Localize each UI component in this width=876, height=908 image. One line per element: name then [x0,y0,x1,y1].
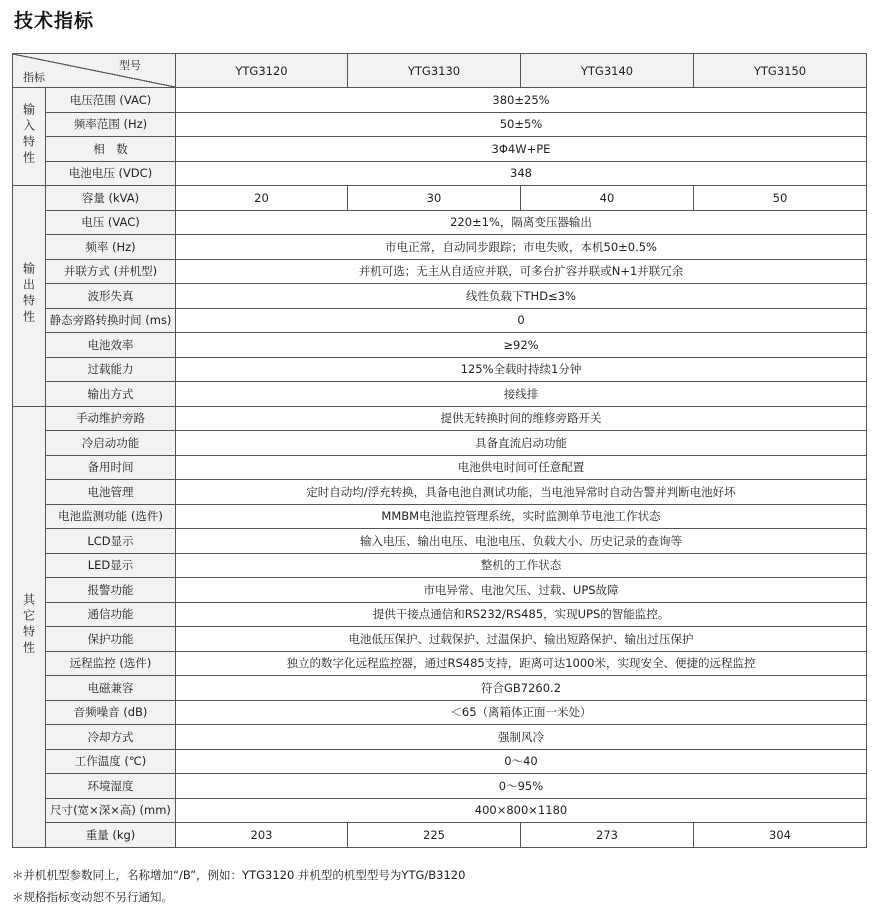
row-label: 电池效率 [46,333,176,358]
row-label: 输出方式 [46,382,176,407]
row-label: LED显示 [46,553,176,578]
table-row [13,774,867,799]
row-label: 报警功能 [46,578,176,603]
row-value: 强制风冷 [176,725,867,750]
table-row [13,406,867,431]
row-value: 具备直流启动功能 [176,431,867,456]
corner-spec-label: 指标 [23,71,45,84]
corner-model-label: 型号 [119,59,141,72]
row-label: 并联方式 (并机型) [46,259,176,284]
row-value: 并机可选；无主从自适应并联，可多台扩容并联或N+1并联冗余 [176,259,867,284]
row-label: 电池监测功能 (选件) [46,504,176,529]
row-label: 环境湿度 [46,774,176,799]
table-row [13,823,867,848]
table-row [13,357,867,382]
row-value: 0 [176,308,867,333]
table-row [13,235,867,260]
row-value: 0～95% [176,774,867,799]
row-value: 市电正常，自动同步跟踪；市电失败，本机50±0.5% [176,235,867,260]
table-row [13,455,867,480]
row-value: 273 [521,823,694,848]
table-row [13,700,867,725]
row-value: 符合GB7260.2 [176,676,867,701]
row-value: 整机的工作状态 [176,553,867,578]
row-label: 备用时间 [46,455,176,480]
row-label: 工作温度 (℃) [46,749,176,774]
row-label: 电压 (VAC) [46,210,176,235]
footnotes [12,864,465,908]
row-value: 50±5% [176,112,867,137]
table-row [13,431,867,456]
row-label: 电磁兼容 [46,676,176,701]
row-label: 保护功能 [46,627,176,652]
row-label: 手动维护旁路 [46,406,176,431]
row-value: MMBM电池监控管理系统，实时监测单节电池工作状态 [176,504,867,529]
model-header: YTG3130 [348,54,521,88]
table-row [13,259,867,284]
row-label: 尺寸(宽×深×高) (mm) [46,798,176,823]
row-value: 400×800×1180 [176,798,867,823]
row-value: 203 [176,823,348,848]
row-value: 提供无转换时间的维修旁路开关 [176,406,867,431]
table-row [13,112,867,137]
row-value: 348 [176,161,867,186]
model-header: YTG3140 [521,54,694,88]
table-row [13,725,867,750]
row-value: 定时自动均/浮充转换，具备电池自测试功能，当电池异常时自动告警并判断电池好坏 [176,480,867,505]
table-row [13,651,867,676]
row-value: 40 [521,186,694,211]
table-row [13,186,867,211]
spec-table [12,53,867,848]
table-row [13,749,867,774]
row-label: 相 数 [46,137,176,162]
row-label: 频率 (Hz) [46,235,176,260]
table-row [13,529,867,554]
row-label: LCD显示 [46,529,176,554]
row-value: 独立的数字化远程监控器，通过RS485支持，距离可达1000米，实现安全、便捷的远程监控 [176,651,867,676]
table-row [13,480,867,505]
row-label: 重量 (kg) [46,823,176,848]
row-value: 3Φ4W+PE [176,137,867,162]
table-row [13,284,867,309]
table-row [13,161,867,186]
table-row [13,578,867,603]
row-label: 冷却方式 [46,725,176,750]
table-row [13,382,867,407]
row-value: 50 [694,186,867,211]
row-value: 304 [694,823,867,848]
row-value: 0～40 [176,749,867,774]
row-value: 电池低压保护、过载保护、过温保护、输出短路保护、输出过压保护 [176,627,867,652]
row-value: 380±25% [176,88,867,113]
table-row [13,504,867,529]
row-value: 125%全载时持续1分钟 [176,357,867,382]
row-value: ≥92% [176,333,867,358]
corner-cell [13,54,176,88]
row-label: 远程监控 (选件) [46,651,176,676]
row-value: 30 [348,186,521,211]
table-row [13,627,867,652]
row-value: 线性负载下THD≤3% [176,284,867,309]
row-label: 波形失真 [46,284,176,309]
group-output: 输出特性 [13,186,46,407]
model-header: YTG3150 [694,54,867,88]
row-value: 接线排 [176,382,867,407]
model-header: YTG3120 [176,54,348,88]
table-row [13,553,867,578]
row-value: 输入电压、输出电压、电池电压、负载大小、历史记录的查询等 [176,529,867,554]
page-title: 技术指标 [14,10,95,32]
footnote: ＊规格指标变动恕不另行通知。 [12,890,173,904]
row-value: 电池供电时间可任意配置 [176,455,867,480]
row-label: 电池管理 [46,480,176,505]
row-label: 冷启动功能 [46,431,176,456]
row-value: 225 [348,823,521,848]
table-row [13,88,867,113]
table-row [13,308,867,333]
row-label: 电压范围 (VAC) [46,88,176,113]
row-label: 静态旁路转换时间 (ms) [46,308,176,333]
row-value: 市电异常、电池欠压、过载、UPS故障 [176,578,867,603]
row-value: ＜65（离箱体正面一米处） [176,700,867,725]
header-row [13,54,867,88]
group-other: 其它特性 [13,406,46,847]
table-row [13,333,867,358]
table-row [13,602,867,627]
row-label: 容量 (kVA) [46,186,176,211]
row-value: 20 [176,186,348,211]
row-label: 通信功能 [46,602,176,627]
footnote: ＊并机机型参数同上，名称增加“/B”，例如：YTG3120 并机型的机型型号为YTG/B3120 [12,868,466,882]
row-value: 220±1%，隔离变压器输出 [176,210,867,235]
table-row [13,798,867,823]
table-row [13,210,867,235]
row-label: 音频噪音 (dB) [46,700,176,725]
row-label: 电池电压 (VDC) [46,161,176,186]
table-row [13,137,867,162]
group-input: 输入特性 [13,88,46,186]
table-row [13,676,867,701]
row-label: 过载能力 [46,357,176,382]
row-value: 提供干接点通信和RS232/RS485，实现UPS的智能监控。 [176,602,867,627]
row-label: 频率范围 (Hz) [46,112,176,137]
